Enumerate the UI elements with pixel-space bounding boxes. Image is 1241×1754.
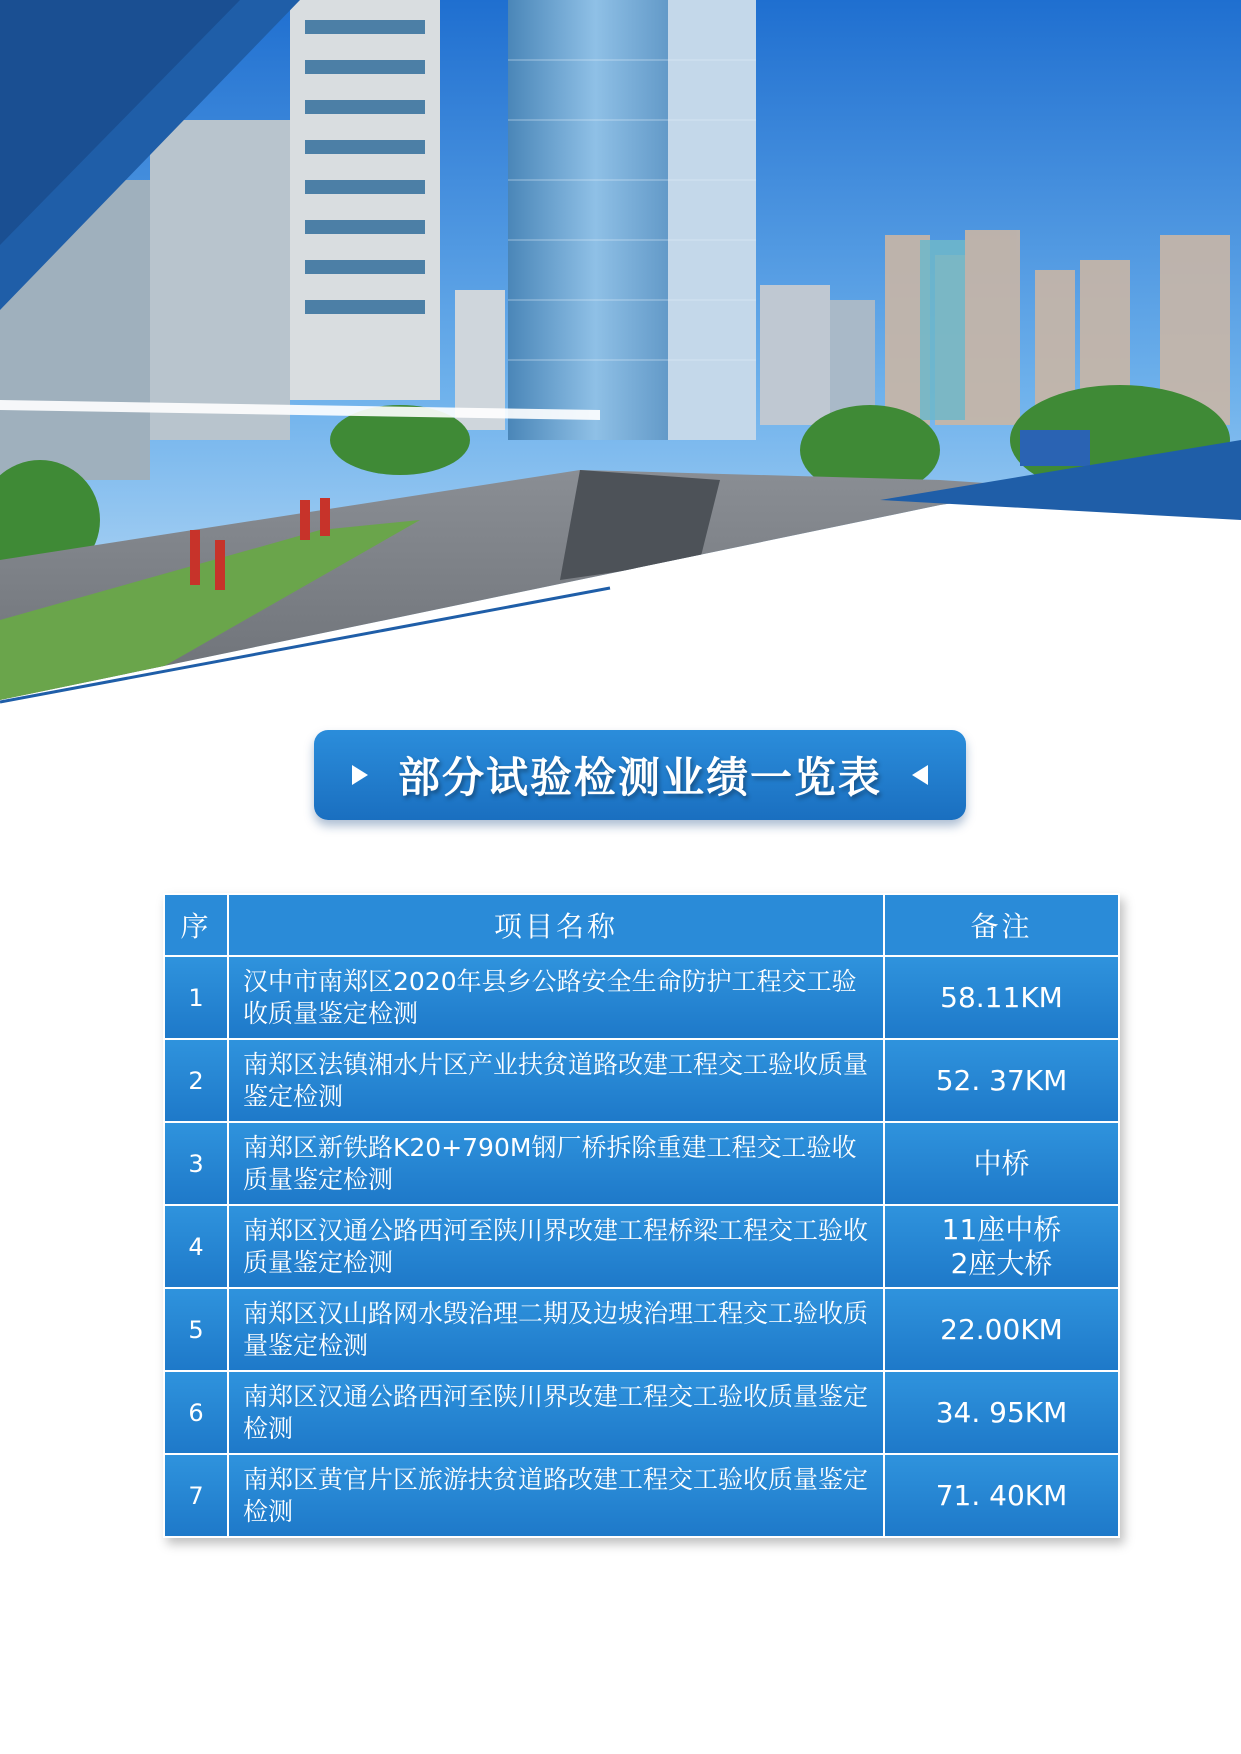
header-no: 序	[164, 894, 228, 956]
table-row	[164, 956, 1119, 1039]
row-note: 11座中桥 2座大桥	[884, 1205, 1119, 1288]
row-note: 52. 37KM	[884, 1039, 1119, 1122]
row-note: 34. 95KM	[884, 1371, 1119, 1454]
row-no: 5	[164, 1288, 228, 1371]
table-row	[164, 1288, 1119, 1371]
city-skyline-photo	[0, 0, 1241, 720]
row-project-name: 汉中市南郑区2020年县乡公路安全生命防护工程交工验收质量鉴定检测	[228, 956, 884, 1039]
row-project-name: 南郑区新铁路K20+790M钢厂桥拆除重建工程交工验收质量鉴定检测	[228, 1122, 884, 1205]
results-table	[163, 893, 1120, 1538]
table-row	[164, 1205, 1119, 1288]
row-project-name: 南郑区汉通公路西河至陕川界改建工程交工验收质量鉴定检测	[228, 1371, 884, 1454]
row-project-name: 南郑区汉通公路西河至陕川界改建工程桥梁工程交工验收质量鉴定检测	[228, 1205, 884, 1288]
row-note: 71. 40KM	[884, 1454, 1119, 1537]
row-no: 2	[164, 1039, 228, 1122]
header-project-name: 项目名称	[228, 894, 884, 956]
header-note: 备注	[884, 894, 1119, 956]
arrow-left-icon	[912, 765, 928, 785]
row-no: 4	[164, 1205, 228, 1288]
row-no: 1	[164, 956, 228, 1039]
row-no: 7	[164, 1454, 228, 1537]
table-row	[164, 1371, 1119, 1454]
page-title: 部分试验检测业绩一览表	[397, 753, 882, 802]
row-project-name: 南郑区汉山路网水毁治理二期及边坡治理工程交工验收质量鉴定检测	[228, 1288, 884, 1371]
row-project-name: 南郑区法镇湘水片区产业扶贫道路改建工程交工验收质量鉴定检测	[228, 1039, 884, 1122]
title-banner	[314, 730, 966, 820]
table-row	[164, 1454, 1119, 1537]
row-no: 3	[164, 1122, 228, 1205]
row-note: 58.11KM	[884, 956, 1119, 1039]
table-row	[164, 1039, 1119, 1122]
row-note: 22.00KM	[884, 1288, 1119, 1371]
row-note: 中桥	[884, 1122, 1119, 1205]
table-row	[164, 1122, 1119, 1205]
arrow-right-icon	[352, 765, 368, 785]
table-header-row	[164, 894, 1119, 956]
row-no: 6	[164, 1371, 228, 1454]
row-project-name: 南郑区黄官片区旅游扶贫道路改建工程交工验收质量鉴定检测	[228, 1454, 884, 1537]
